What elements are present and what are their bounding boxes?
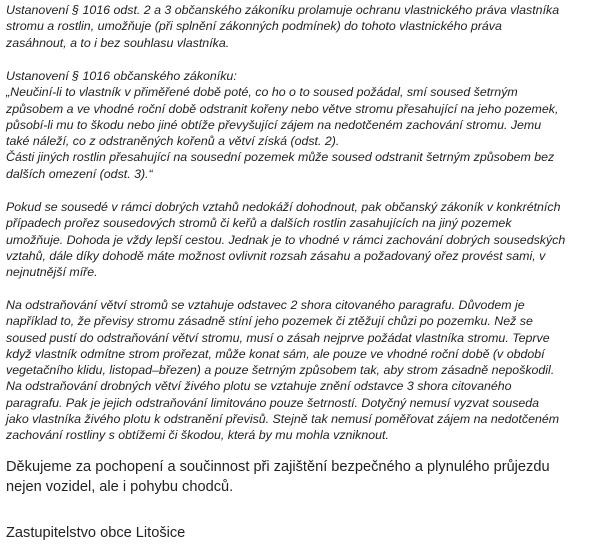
text-line: soused pustí do odstraňování větví stromu, musí o zásah nejprve požádat vlastníka stromu. Teprve: [6, 330, 550, 345]
text-line: dalších omezení (odst. 3).“: [6, 166, 153, 181]
text-line: Děkujeme za pochopení a součinnost při zajištění bezpečného a plynulého průjezdu: [6, 459, 550, 475]
text-line: Na odstraňování větví stromů se vztahuje odstavec 2 shora citovaného paragrafu. Důvodem je: [6, 298, 525, 312]
text-line: vegetačního klidu, listopad–březen) a pouze šetrným způsobem tak, aby strom zásadně nepoškodil.: [6, 363, 555, 378]
text-line: například to, že převisy stromu zásadně stíní jeho pozemek či ztěžují chůzi po pozemku. Než se: [6, 314, 533, 329]
text-line: paragrafu. Pak je jejich odstraňování limitováno pouze šetrností. Dotyčný nemusí vyzvat souseda: [6, 395, 540, 410]
paragraph-intro: [6, 2, 559, 51]
text-line: stromu a rostlin, umožňuje (při splnění zákonných podmínek) do tohoto vlastnického práva: [6, 19, 502, 34]
paragraph-law-quote: [6, 68, 558, 182]
paragraph-branches: [6, 297, 559, 444]
text-line: „Neučiní-li to vlastník v přiměřené době poté, co ho o to soused požádal, smí soused šetrným: [6, 85, 518, 100]
text-line: Na odstraňování drobných větví živého plotu se vztahuje znění odstavce 3 shora citovaného: [6, 379, 512, 394]
text-line: nejen vozidel, ale i pohybu chodců.: [6, 478, 234, 495]
thanks-note: [6, 458, 550, 497]
text-line: působí-li mu to škodu nebo jiné obtíže převyšující zájem na nedotčeném zachování stromu. Jemu: [6, 117, 542, 132]
text-line: způsobem a ve vhodné roční době odstranit kořeny nebo větve stromu přesahující na jeho pozemek,: [6, 101, 559, 116]
signature: Zastupitelstvo obce Litošice: [6, 525, 186, 541]
text-line: Části jiných rostlin přesahující na sousední pozemek může soused odstranit šetrným způsobem bez: [6, 150, 555, 165]
text-line: nejnutnější míře.: [6, 265, 98, 280]
text-line: Ustanovení § 1016 občanského zákoníku:: [6, 69, 237, 83]
text-line: také náleží, co z odstraněných kořenů a větví získá (odst. 2).: [6, 134, 340, 149]
text-line: případech prořez sousedových stromů či keřů a dalších rostlin zasahujících na jiný pozemek: [6, 216, 512, 231]
text-line: vztahů, dále díky dohodě máte možnost ovlivnit rozsah zásahu a požadovaný ořez provést sami, v: [6, 248, 546, 263]
text-line: když vlastník odmítne strom prořezat, může konat sám, ale pouze ve vhodné roční době (v období: [6, 346, 545, 361]
text-line: jako vlastníka živého plotu k odstranění převisů. Stejně tak nemusí poměřovat zájem na nedotčeném: [6, 412, 560, 427]
text-line: Pokud se sousedé v rámci dobrých vztahů nedokáží dohodnout, pak občanský zákoník v konkrétních: [6, 200, 561, 214]
text-line: umožňuje. Dohoda je vždy lepší cestou. Jednak je to vhodné v rámci zachování dobrých sousedských: [6, 232, 566, 247]
text-line: Ustanovení § 1016 odst. 2 a 3 občanského zákoníku prolamuje ochranu vlastnického práva vlastníka: [6, 3, 560, 17]
text-line: zasáhnout, a to i bez souhlasu vlastníka.: [6, 35, 230, 50]
text-line: zachování rostliny s obtížemi či škodou, která by mu mohla vzniknout.: [6, 428, 389, 443]
paragraph-agreement: [6, 199, 565, 280]
